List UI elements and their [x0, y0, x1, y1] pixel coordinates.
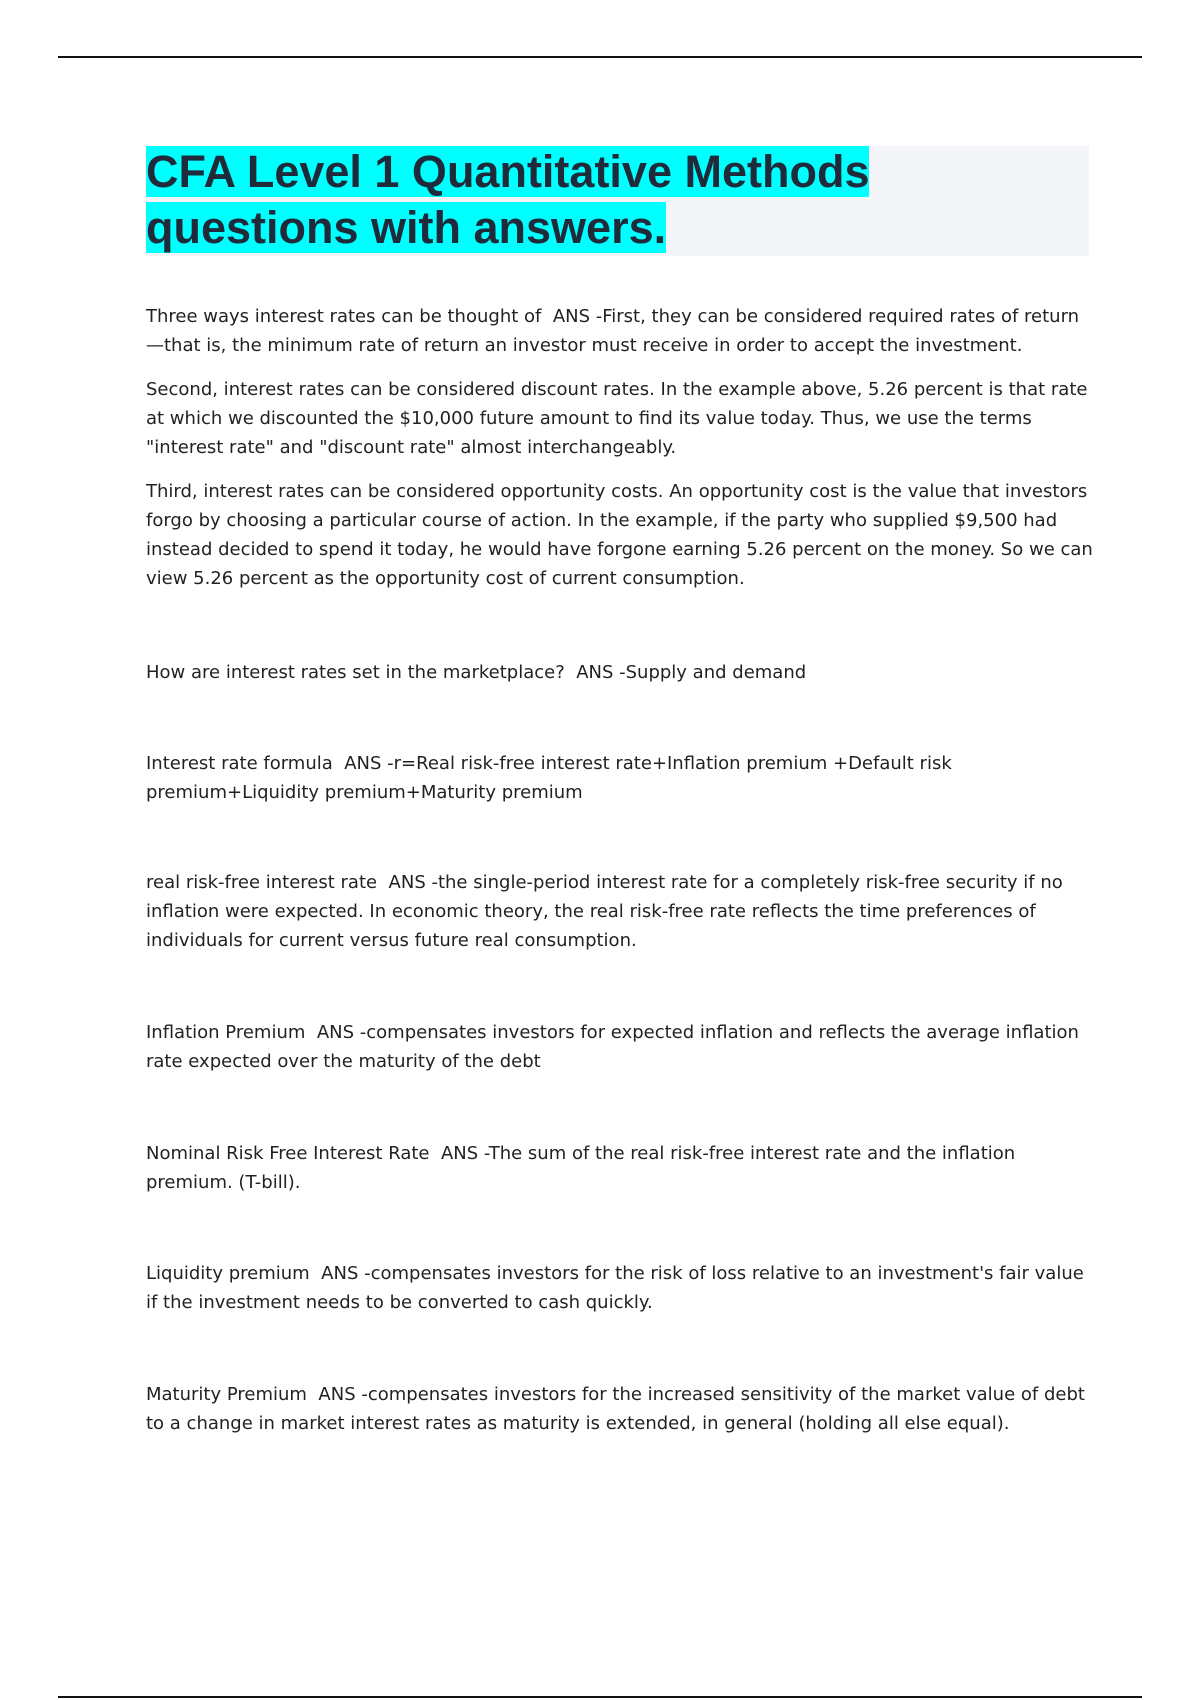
bottom-rule — [58, 1696, 1142, 1698]
question-text: Nominal Risk Free Interest Rate — [146, 1143, 430, 1164]
answer-text: ANS -r=Real risk-free interest rate+Inflation premium +Default risk premium+Liquidity premium+Maturity premium — [146, 753, 952, 803]
question-text: Maturity Premium — [146, 1384, 307, 1405]
answer-text: ANS -compensates investors for expected inflation and reflects the average inflation rate expected over the maturity of the debt — [146, 1022, 1079, 1072]
top-rule — [58, 56, 1142, 58]
answer-text: ANS -compensates investors for the risk of loss relative to an investment's fair value if the investment needs to be converted to cash quickly. — [146, 1263, 1084, 1313]
question-text: Inflation Premium — [146, 1022, 306, 1043]
qa-entry-rate-formula — [146, 749, 1096, 807]
answer-text: ANS -compensates investors for the increased sensitivity of the market value of debt to a change in market interest rates as maturity is extended, in general (holding all else equal). — [146, 1384, 1085, 1434]
question-text: Liquidity premium — [146, 1263, 310, 1284]
question-text: Three ways interest rates can be thought of — [146, 306, 542, 327]
answer-text: ANS -the single-period interest rate for a completely risk-free security if no inflation were expected. In economic theory, the real risk-free rate reflects the time preferences of individuals for current versus future real consumption. — [146, 872, 1063, 951]
qa-paragraph — [146, 302, 1096, 360]
qa-entry-inflation-premium — [146, 1018, 1096, 1076]
answer-paragraph: Third, interest rates can be considered opportunity costs. An opportunity cost is the value that investors forgo by choosing a particular course of action. In the example, if the party who supplied $9,500 had instead decided to spend it today, he would have forgone earning 5.26 percent on the money. So we can view 5.26 percent as the opportunity cost of current consumption. — [146, 481, 1093, 589]
qa-entry-liquidity-premium — [146, 1259, 1096, 1317]
title-highlight: CFA Level 1 Quantitative Methods questions with answers. — [146, 146, 870, 253]
qa-entry-interest-rate-views — [146, 302, 1096, 593]
qa-entry-nominal-rate — [146, 1139, 1096, 1197]
answer-paragraph: Second, interest rates can be considered discount rates. In the example above, 5.26 percent is that rate at which we discounted the $10,000 future amount to find its value today. Thus, we use the terms "interest rate" and "discount rate" almost interchangeably. — [146, 379, 1088, 458]
question-text: Interest rate formula — [146, 753, 333, 774]
answer-text: ANS -First, they can be considered required rates of return —that is, the minimum rate of return an investor must receive in order to accept the investment. — [146, 306, 1080, 356]
question-text: How are interest rates set in the marketplace? — [146, 662, 565, 683]
qa-entry-maturity-premium — [146, 1380, 1096, 1438]
answer-text: ANS -The sum of the real risk-free interest rate and the inflation premium. (T-bill). — [146, 1143, 1016, 1193]
qa-entry-marketplace — [146, 658, 1096, 687]
answer-text: ANS -Supply and demand — [576, 662, 807, 683]
document-title — [146, 144, 1089, 256]
qa-entry-real-risk-free — [146, 868, 1096, 955]
question-text: real risk-free interest rate — [146, 872, 378, 893]
